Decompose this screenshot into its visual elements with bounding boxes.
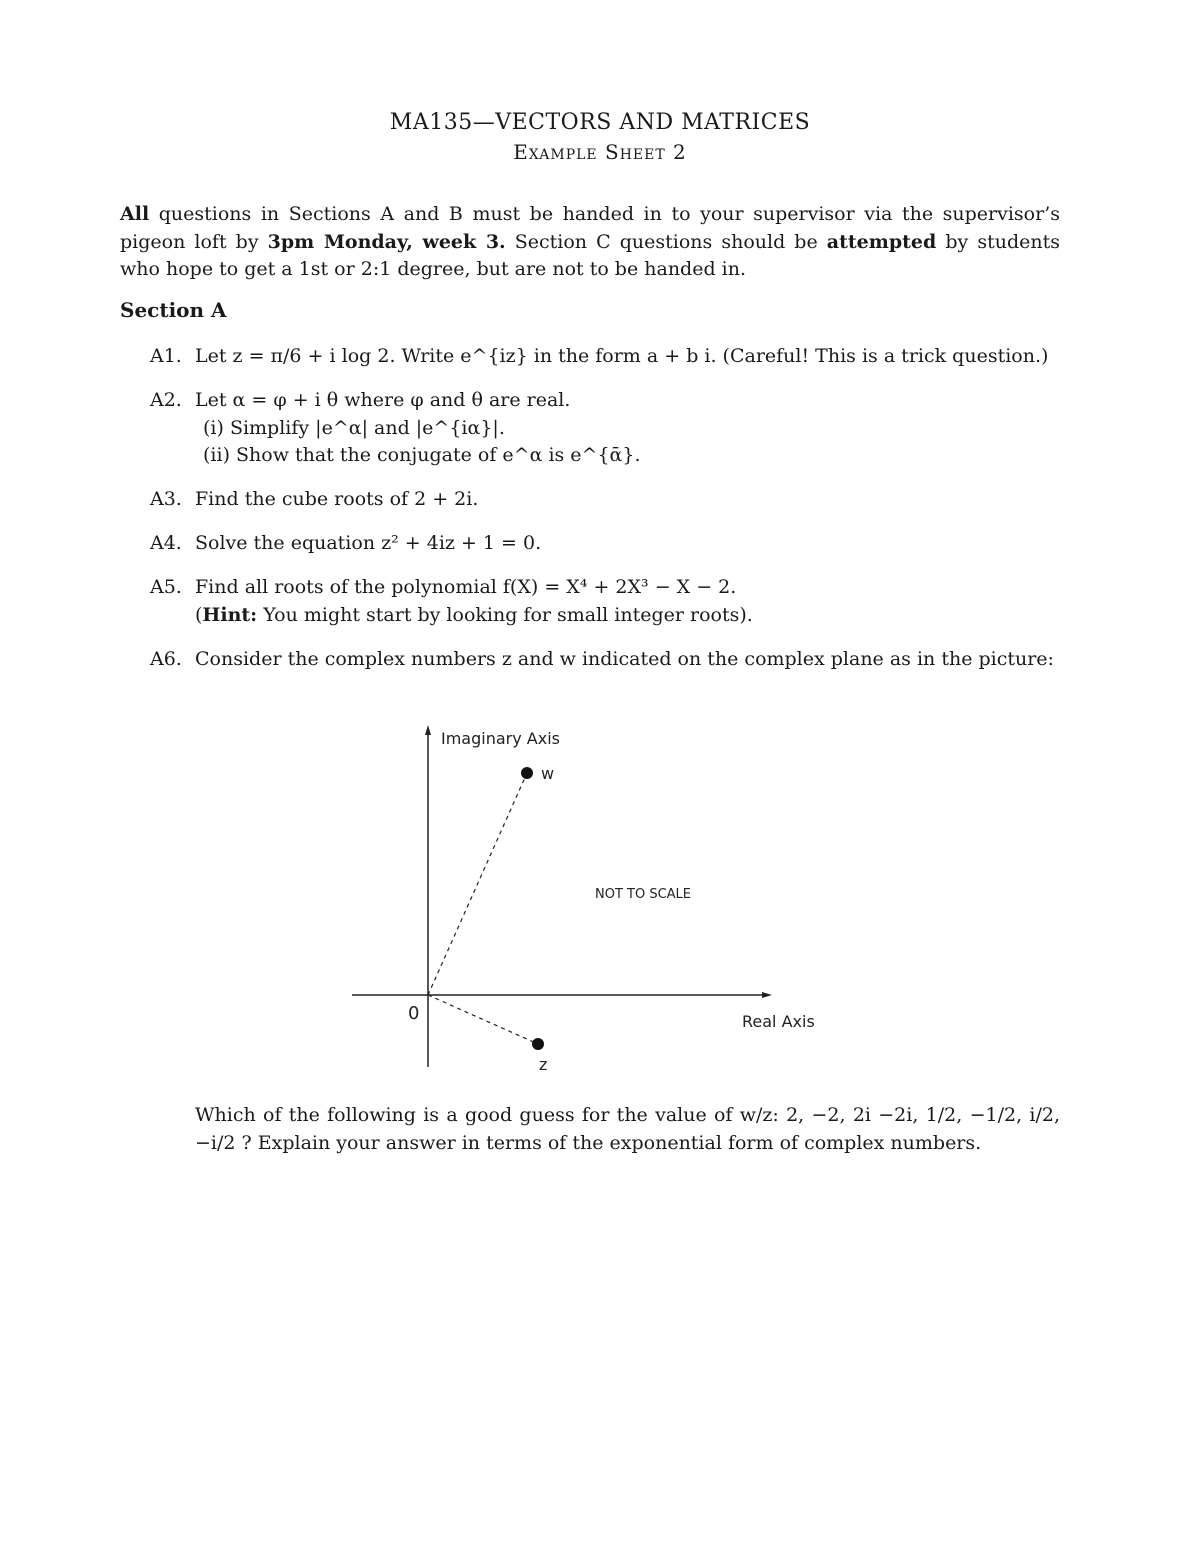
question-a4 — [150, 530, 1060, 558]
z-dashed-line — [428, 995, 538, 1044]
question-text: Find all roots of the polynomial f(X) = X⁴ + 2X³ − X − 2. — [195, 576, 737, 598]
question-a1 — [150, 343, 1060, 371]
imaginary-axis-label: Imaginary Axis — [441, 729, 560, 748]
question-a2 — [150, 387, 1060, 470]
complex-plane-figure — [340, 715, 840, 1080]
instructions-paragraph — [120, 201, 1060, 284]
question-part-i: (i) Simplify |e^α| and |e^{iα}|. — [203, 416, 505, 439]
question-part-ii: (ii) Show that the conjugate of e^α is e^{ᾱ}. — [203, 444, 641, 466]
question-a5 — [150, 574, 1060, 629]
imaginary-axis-arrowhead — [425, 725, 431, 735]
question-text: Consider the complex numbers z and w indicated on the complex plane as in the picture: — [195, 648, 1054, 670]
point-z — [532, 1038, 544, 1050]
question-number: A2. — [150, 389, 182, 411]
real-axis-arrowhead — [762, 992, 772, 998]
question-a6 — [150, 646, 1060, 674]
question-number: A6. — [150, 648, 182, 670]
intro-deadline: 3pm Monday, week 3. — [267, 230, 506, 253]
question-number: A1. — [150, 345, 182, 367]
z-label: z — [539, 1055, 548, 1074]
origin-label: 0 — [408, 1003, 420, 1024]
sheet-subtitle: Example Sheet 2 — [513, 140, 687, 164]
course-title: MA135—VECTORS AND MATRICES — [389, 110, 811, 135]
intro-attempted: attempted — [826, 230, 937, 253]
w-dashed-line — [428, 773, 527, 995]
intro-part-2: Section C questions should be — [505, 230, 827, 253]
question-number: A5. — [150, 576, 182, 598]
point-w — [521, 767, 533, 779]
section-a-heading: Section A — [120, 298, 227, 322]
hint-label: Hint: — [202, 603, 258, 626]
question-text: Find the cube roots of 2 + 2i. — [195, 488, 479, 510]
question-number: A3. — [150, 488, 182, 510]
question-text: Let α = φ + i θ where φ and θ are real. — [195, 389, 571, 411]
intro-all: All — [120, 203, 150, 225]
a6-followup-question: Which of the following is a good guess for the value of w/z: 2, −2, 2i −2i, 1/2, −1/2, i/2, −i/2 ? Explain your answer in terms of the exponential form of complex numbers. — [195, 1104, 1060, 1154]
question-text: Let z = π/6 + i log 2. Write e^{iz} in the form a + b i. (Careful! This is a trick question.) — [195, 345, 1049, 367]
question-number: A4. — [150, 532, 182, 554]
not-to-scale-note: NOT TO SCALE — [595, 887, 692, 902]
question-text: Solve the equation z² + 4iz + 1 = 0. — [195, 532, 542, 554]
hint-text: You might start by looking for small integer roots). — [257, 603, 753, 626]
question-hint: (Hint: You might start by looking for small integer roots). — [195, 603, 753, 626]
real-axis-label: Real Axis — [742, 1012, 815, 1031]
question-a3 — [150, 486, 1060, 514]
intro-part-1: questions in Sections A and B must be handed in to your supervisor via the supervisor’s pigeon loft by — [120, 203, 1060, 253]
intro-part-3: by students who hope to get a 1st or 2:1 degree, but are not to be handed in. — [120, 230, 1060, 280]
w-label: w — [541, 764, 555, 783]
